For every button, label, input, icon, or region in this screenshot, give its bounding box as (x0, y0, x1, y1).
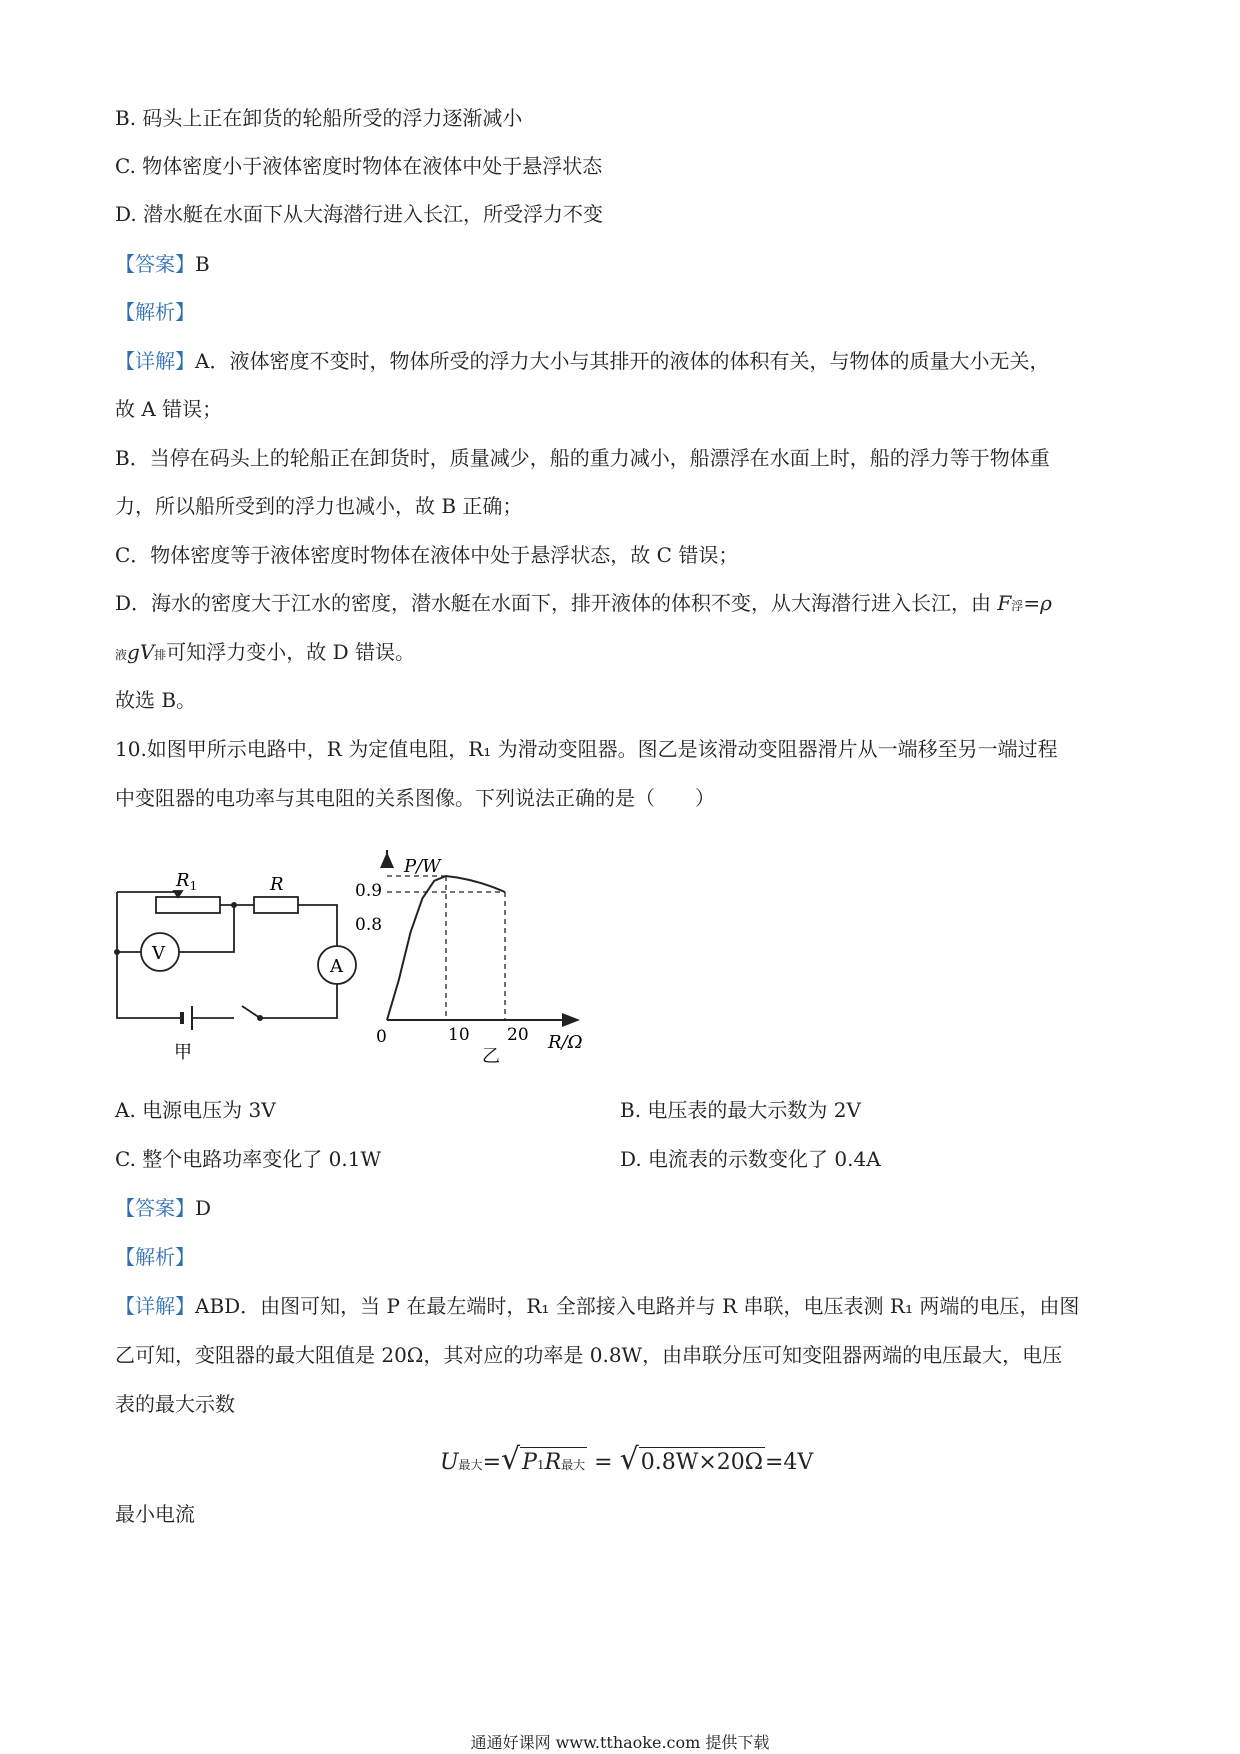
sub-fu: 浮 (1011, 599, 1024, 613)
detail-text: ABD．由图可知，当 P 在最左端时，R₁ 全部接入电路并与 R 串联，电压表测 R₁ 两端的电压，由图 (195, 1294, 1080, 1318)
wire-bottom-right (260, 984, 337, 1018)
q10-option-d: D. 电流表的示数变化了 0.4A (620, 1147, 881, 1171)
conclusion-9: 故选 B。 (115, 688, 197, 712)
guide-lines (387, 876, 505, 1020)
detail-d-end: 可知浮力变小，故 D 错误。 (166, 640, 416, 664)
detail-tag: 【详解】 (115, 1294, 195, 1318)
analysis-tag-9: 【解析】 (115, 300, 195, 324)
footer: 通通好课网 www.tthaoke.com 提供下载 (470, 1733, 770, 1752)
q10-line1: 10.如图甲所示电路中，R 为定值电阻，R₁ 为滑动变阻器。图乙是该滑动变阻器滑片从一端移至另一端过程 (115, 737, 1058, 761)
graph (355, 850, 583, 1067)
detail-9-b1: B．当停在码头上的轮船正在卸货时，质量减少，船的重力减小，船漂浮在水面上时，船的浮力等于物体重 (115, 446, 1050, 470)
detail-9-b2: 力，所以船所受到的浮力也减小，故 B 正确； (115, 494, 523, 518)
sqrt-symbol-2: √ (619, 1442, 639, 1477)
sub-ye: 液 (115, 648, 128, 662)
detail-10-line1 (115, 1292, 1079, 1320)
detail-10-line2: 乙可知，变阻器的最大阻值是 20Ω，其对应的功率是 0.8W，由串联分压可知变阻器两端的电压最大，电压 (115, 1343, 1063, 1367)
y-axis-arrow (380, 852, 394, 868)
y-tick-0.8: 0.8 (355, 915, 383, 935)
answer-10 (115, 1194, 211, 1222)
graph-ylabel: P/W (404, 856, 441, 877)
y-tick-0.9: 0.9 (355, 881, 383, 901)
q10-option-b: B. 电压表的最大示数为 2V (620, 1098, 861, 1122)
q10-option-a: A. 电源电压为 3V (115, 1098, 276, 1122)
x-tick-10: 10 (448, 1025, 470, 1045)
answer-tag: 【答案】 (115, 1196, 195, 1220)
answer-9 (115, 250, 210, 278)
formula (440, 1442, 813, 1477)
rheostat-r1 (156, 897, 220, 913)
radicand-2: 0.8W×20Ω (639, 1447, 765, 1475)
gv-symbol: gV (127, 640, 155, 664)
sqrt-symbol-1: √ (501, 1442, 521, 1477)
wire-right (298, 905, 337, 946)
formula-u: U (440, 1450, 459, 1475)
option-d: D. 潜水艇在水面下从大海潜行进入长江，所受浮力不变 (115, 202, 604, 226)
x-axis-arrow (562, 1013, 580, 1027)
origin-label: 0 (376, 1027, 387, 1047)
detail-d-text: D．海水的密度大于江水的密度，潜水艇在水面下，排开液体的体积不变，从大海潜行进入长江，由 (115, 591, 998, 615)
q10-line2: 中变阻器的电功率与其电阻的关系图像。下列说法正确的是（ ） (115, 786, 715, 810)
detail-9-a1 (115, 347, 1049, 375)
ammeter-label: A (330, 956, 343, 977)
answer-value: B (195, 252, 210, 276)
detail-9-c: C．物体密度等于液体密度时物体在液体中处于悬浮状态，故 C 错误； (115, 543, 739, 567)
formula-eq2: = (587, 1450, 620, 1475)
slider-arrow (174, 891, 182, 897)
detail-10-line4: 最小电流 (115, 1502, 195, 1526)
switch-pivot (257, 1015, 263, 1021)
graph-xlabel: R/Ω (548, 1032, 583, 1053)
answer-tag: 【答案】 (115, 252, 195, 276)
force-symbol: F (997, 591, 1012, 615)
detail-10-line3: 表的最大示数 (115, 1392, 235, 1416)
circuit-caption: 甲 (174, 1042, 192, 1063)
analysis-tag-10: 【解析】 (115, 1245, 195, 1269)
option-c: C. 物体密度小于液体密度时物体在液体中处于悬浮状态 (115, 154, 603, 178)
option-b: B. 码头上正在卸货的轮船所受的浮力逐渐减小 (115, 106, 523, 130)
detail-9-a2: 故 A 错误； (115, 397, 223, 421)
rho-symbol: =ρ (1023, 591, 1052, 615)
formula-result: =4V (765, 1450, 814, 1475)
switch-blade (242, 1006, 260, 1018)
sub-pai: 排 (154, 648, 167, 662)
answer-value: D (195, 1196, 212, 1220)
formula-eq1: = (482, 1450, 501, 1475)
detail-text: A．液体密度不变时，物体所受的浮力大小与其排开的液体的体积有关，与物体的质量大小无关， (195, 349, 1050, 373)
detail-9-d2 (115, 638, 415, 669)
detail-9-d1 (115, 589, 1052, 620)
figure-svg (110, 850, 610, 1070)
resistor-r (254, 897, 298, 913)
q10-option-c: C. 整个电路功率变化了 0.1W (115, 1147, 382, 1171)
graph-caption: 乙 (482, 1046, 500, 1067)
label-r: R (270, 874, 284, 895)
voltmeter-label: V (152, 943, 165, 964)
radicand-1: P1R最大 (520, 1447, 587, 1475)
label-r1: $R_1$ (176, 870, 198, 893)
junction-dot-top (231, 902, 237, 908)
formula-sub-max: 最大 (458, 1458, 483, 1472)
figure (110, 850, 610, 1070)
detail-tag: 【详解】 (115, 349, 195, 373)
x-tick-20: 20 (507, 1025, 529, 1045)
junction-dot-left (114, 949, 120, 955)
